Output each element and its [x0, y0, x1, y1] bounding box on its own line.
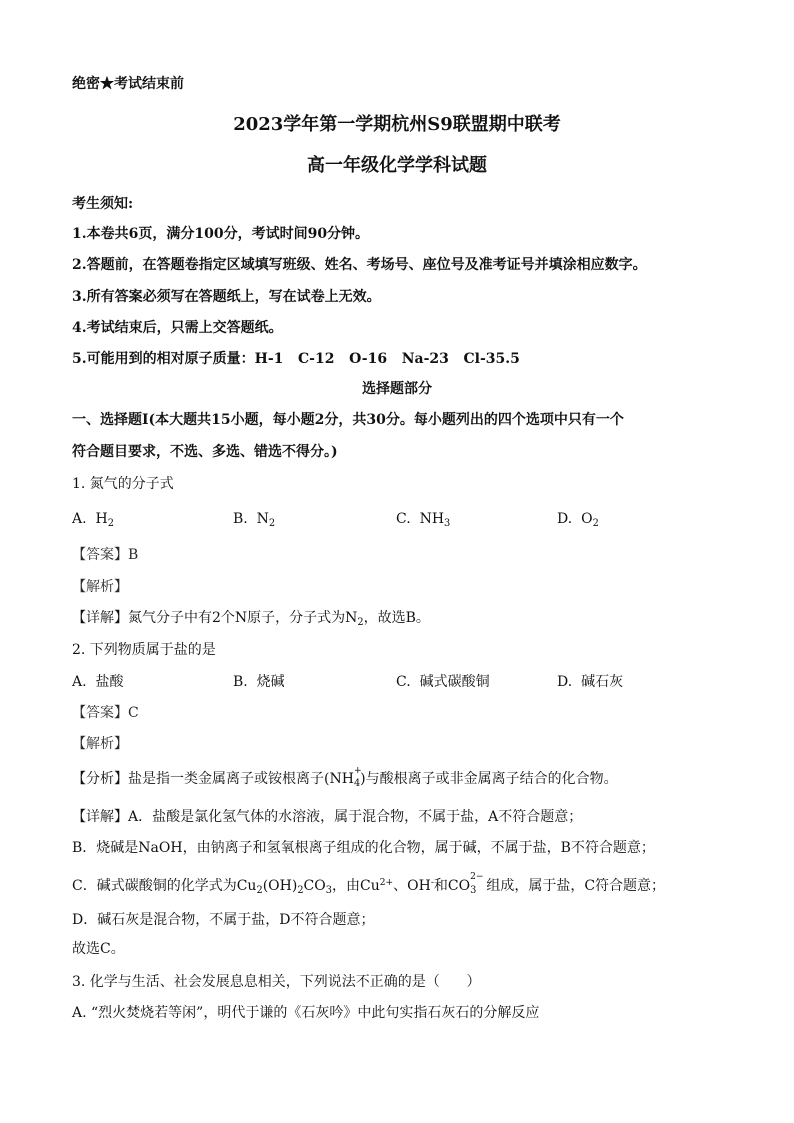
q2-detail-b: B．烧碱是NaOH，由钠离子和氢氧根离子组成的化合物，属于碱，不属于盐，B不符合题意； [72, 840, 655, 856]
q2-stem: 2. 下列物质属于盐的是 [72, 642, 216, 658]
q2-conclusion: 故选C。 [72, 941, 125, 957]
q2-detail-c-cu-charge: 2+ [379, 878, 394, 888]
notice-item-2: 2.答题前，在答题卷指定区域填写班级、姓名、考场号、座位号及准考证号并填涂相应数字。 [72, 257, 647, 273]
q1-option-a-formula: H [95, 511, 108, 527]
q2-detail-c-and: 和 [433, 878, 448, 894]
q2-ammonium-script [353, 766, 362, 793]
q2-detail-c-text: C．碱式碳酸铜的化学式为Cu [72, 878, 257, 894]
q1-option-a-sub: 2 [107, 517, 114, 529]
q3-option-a: A. “烈火焚烧若等闲”，明代于谦的《石灰吟》中此句实指石灰石的分解反应 [72, 1005, 540, 1021]
q2-option-b: B. 烧碱 [233, 674, 285, 690]
q2-detail-c [72, 874, 665, 900]
q2-detail-c-oh: (OH) [262, 878, 298, 894]
q1-detail-end: ，故选B。 [363, 610, 430, 626]
q1-option-d [557, 510, 599, 533]
q1-answer: 【答案】B [72, 547, 139, 563]
q2-detail-c-hydroxide: 、OH [393, 878, 431, 894]
q2-detail-c-sub1: 2 [256, 884, 263, 896]
q1-option-b-formula: N [256, 511, 269, 527]
q2-detail-c-sub3: 3 [325, 884, 332, 896]
q1-option-d-formula: O [581, 511, 593, 527]
section-heading: 选择题部分 [362, 381, 432, 397]
q1-stem: 1. 氮气的分子式 [72, 476, 174, 492]
q2-fenxi-text: 【分析】盐是指一类金属离子或铵根离子( [72, 771, 330, 787]
q1-option-b-label: B. [233, 511, 248, 527]
q2-option-c: C. 碱式碳酸铜 [396, 674, 490, 690]
q2-detail-d: D．碱石灰是混合物，不属于盐，D不符合题意； [72, 912, 375, 928]
notice-item-3: 3.所有答案必须写在答题纸上，写在试卷上无效。 [72, 289, 381, 305]
q2-detail-c-sub2: 2 [297, 884, 304, 896]
section-instruction-1: 一、选择题Ⅰ(本大题共15小题，每小题2分，共30分。每小题列出的四个选项中只有一个 [72, 412, 624, 428]
q2-option-d: D. 碱石灰 [557, 674, 624, 690]
q2-option-a: A. 盐酸 [72, 674, 124, 690]
q1-option-a-label: A. [72, 511, 87, 527]
q2-answer: 【答案】C [72, 705, 139, 721]
q2-fenxi [72, 766, 618, 793]
q1-detail-sub: 2 [357, 616, 364, 628]
q1-option-c-sub: 3 [444, 517, 451, 529]
q2-ion-charge: + [353, 766, 362, 776]
q1-option-a [72, 510, 114, 533]
q2-detail-c-co: CO [303, 878, 326, 894]
q1-option-b-sub: 2 [268, 517, 276, 529]
q2-carbonate-sub: 3 [470, 884, 477, 896]
notice-item-5: 5.可能用到的相对原子质量：H-1 C-12 O-16 Na-23 Cl-35.5 [72, 351, 520, 367]
q1-option-c-label: C. [396, 511, 411, 527]
section-instruction-2: 符合题目要求，不选、多选、错选不得分。) [72, 444, 338, 460]
q2-carbonate-charge: 2− [470, 872, 484, 882]
notice-item-1: 1.本卷共6页，满分100分，考试时间90分钟。 [72, 226, 370, 242]
q1-option-c-formula: NH [419, 511, 445, 527]
q2-ammonium-ion: NH [329, 771, 354, 787]
q2-carbonate-ion: CO [447, 878, 471, 894]
notice-item-4: 4.考试结束后，只需上交答题纸。 [72, 320, 283, 336]
q2-ion-sub: 4 [353, 777, 361, 789]
q2-detail-c-cu: ，由Cu [331, 878, 380, 894]
q2-carbonate-script [470, 872, 484, 900]
notice-heading: 考生须知: [72, 196, 134, 212]
q1-option-d-label: D. [557, 511, 573, 527]
q2-detail-c-oh-charge: - [430, 878, 434, 888]
q1-detail [72, 609, 430, 632]
q1-option-b [233, 510, 275, 533]
q2-detail-a: 【详解】A．盐酸是氯化氢气体的水溶液，属于混合物，不属于盐，A不符合题意； [72, 809, 583, 825]
q1-option-c [396, 510, 450, 533]
exam-title: 2023学年第一学期杭州S9联盟期中联考 [233, 114, 561, 135]
subject-title: 高一年级化学学科试题 [307, 155, 487, 176]
q1-detail-text: 【详解】氮气分子中有2个N原子，分子式为N [72, 610, 358, 626]
q3-stem: 3. 化学与生活、社会发展息息相关，下列说法不正确的是（ ） [72, 974, 481, 990]
q1-option-d-sub: 2 [592, 517, 599, 529]
q2-detail-c-end: 组成，属于盐，C符合题意； [486, 878, 666, 894]
secret-label: 绝密★考试结束前 [72, 76, 184, 92]
q2-fenxi-end: )与酸根离子或非金属离子结合的化合物。 [360, 771, 618, 787]
q1-analysis: 【解析】 [72, 579, 128, 595]
q2-analysis: 【解析】 [72, 736, 128, 752]
